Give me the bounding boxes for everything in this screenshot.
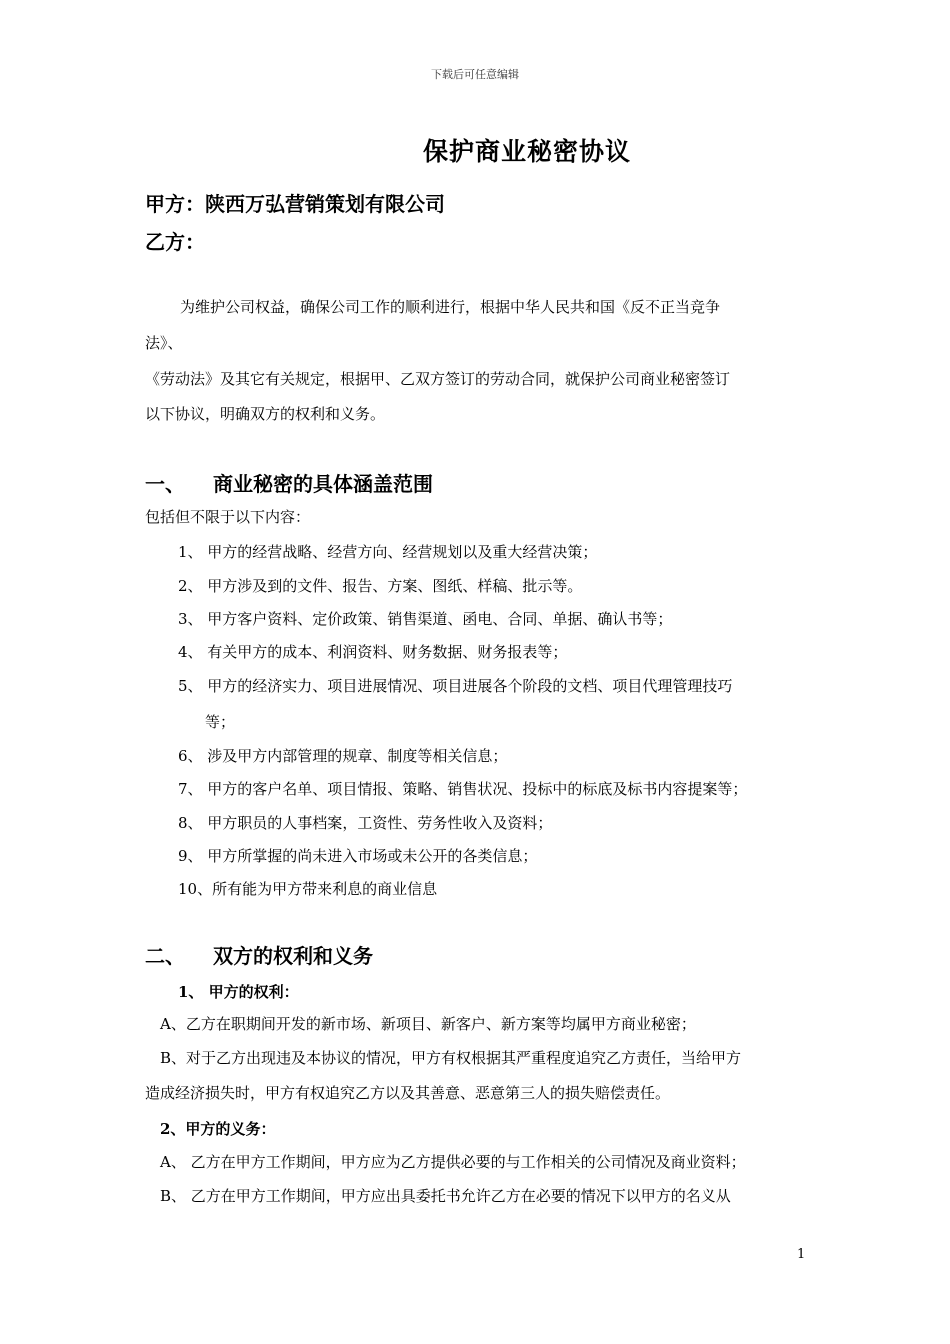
list-item: 7、 甲方的客户名单、项目情报、策略、销售状况、投标中的标底及标书内容提案等；: [178, 780, 748, 798]
document-title: 保护商业秘密协议: [423, 137, 632, 166]
rights-item-b-line-1: B、对于乙方出现违及本协议的情况，甲方有权根据其严重程度追究乙方责任，当给甲方: [160, 1049, 742, 1067]
list-item: 9、 甲方所掌握的尚未进入市场或未公开的各类信息；: [178, 847, 538, 865]
list-item: 5、 甲方的经济实力、项目进展情况、项目进展各个阶段的文档、项目代理管理技巧: [178, 677, 733, 695]
rights-item-a: A、乙方在职期间开发的新市场、新项目、新客户、新方案等均属甲方商业秘密；: [160, 1015, 696, 1033]
rights-item-b-line-2: 造成经济损失时，甲方有权追究乙方以及其善意、恶意第三人的损失赔偿责任。: [145, 1084, 671, 1102]
duties-item-b: B、 乙方在甲方工作期间，甲方应出具委托书允许乙方在必要的情况下以甲方的名义从: [160, 1187, 731, 1205]
section-1-number: 一、: [145, 472, 185, 496]
list-item: 1、 甲方的经营战略、经营方向、经营规划以及重大经营决策；: [178, 543, 598, 561]
duties-heading: 2、甲方的义务：: [160, 1120, 276, 1138]
section-1-heading: [145, 468, 433, 497]
rights-heading: 1、 甲方的权利：: [178, 983, 299, 1001]
list-item: 3、 甲方客户资料、定价政策、销售渠道、函电、合同、单据、确认书等；: [178, 610, 673, 628]
header-note: 下载后可任意编辑: [431, 68, 519, 81]
intro-line-4: 以下协议，明确双方的权利和义务。: [145, 405, 386, 423]
intro-line-1: 为维护公司权益，确保公司工作的顺利进行，根据中华人民共和国《反不正当竞争: [180, 298, 721, 316]
list-item: 6、 涉及甲方内部管理的规章、制度等相关信息；: [178, 747, 508, 765]
section-2-title: 双方的权利和义务: [213, 944, 373, 968]
intro-line-2: 法》、: [145, 334, 183, 352]
page-number: 1: [797, 1247, 806, 1262]
section-1-title: 商业秘密的具体涵盖范围: [213, 472, 433, 496]
intro-line-3: 《劳动法》及其它有关规定，根据甲、乙双方签订的劳动合同，就保护公司商业秘密签订: [145, 370, 731, 388]
section-1-lead: 包括但不限于以下内容：: [145, 508, 311, 526]
list-item: 10、所有能为甲方带来利息的商业信息: [178, 880, 438, 898]
list-item: 8、 甲方职员的人事档案，工资性、劳务性收入及资料；: [178, 814, 553, 832]
list-item: 4、 有关甲方的成本、利润资料、财务数据、财务报表等；: [178, 643, 568, 661]
section-2-number: 二、: [145, 944, 185, 968]
section-2-heading: [145, 940, 373, 969]
party-b: 乙方：: [145, 230, 205, 254]
list-item-continuation: 等；: [205, 713, 236, 731]
duties-item-a: A、 乙方在甲方工作期间，甲方应为乙方提供必要的与工作相关的公司情况及商业资料；: [160, 1153, 746, 1171]
list-item: 2、 甲方涉及到的文件、报告、方案、图纸、样稿、批示等。: [178, 577, 583, 595]
party-a: 甲方：陕西万弘营销策划有限公司: [145, 192, 445, 216]
